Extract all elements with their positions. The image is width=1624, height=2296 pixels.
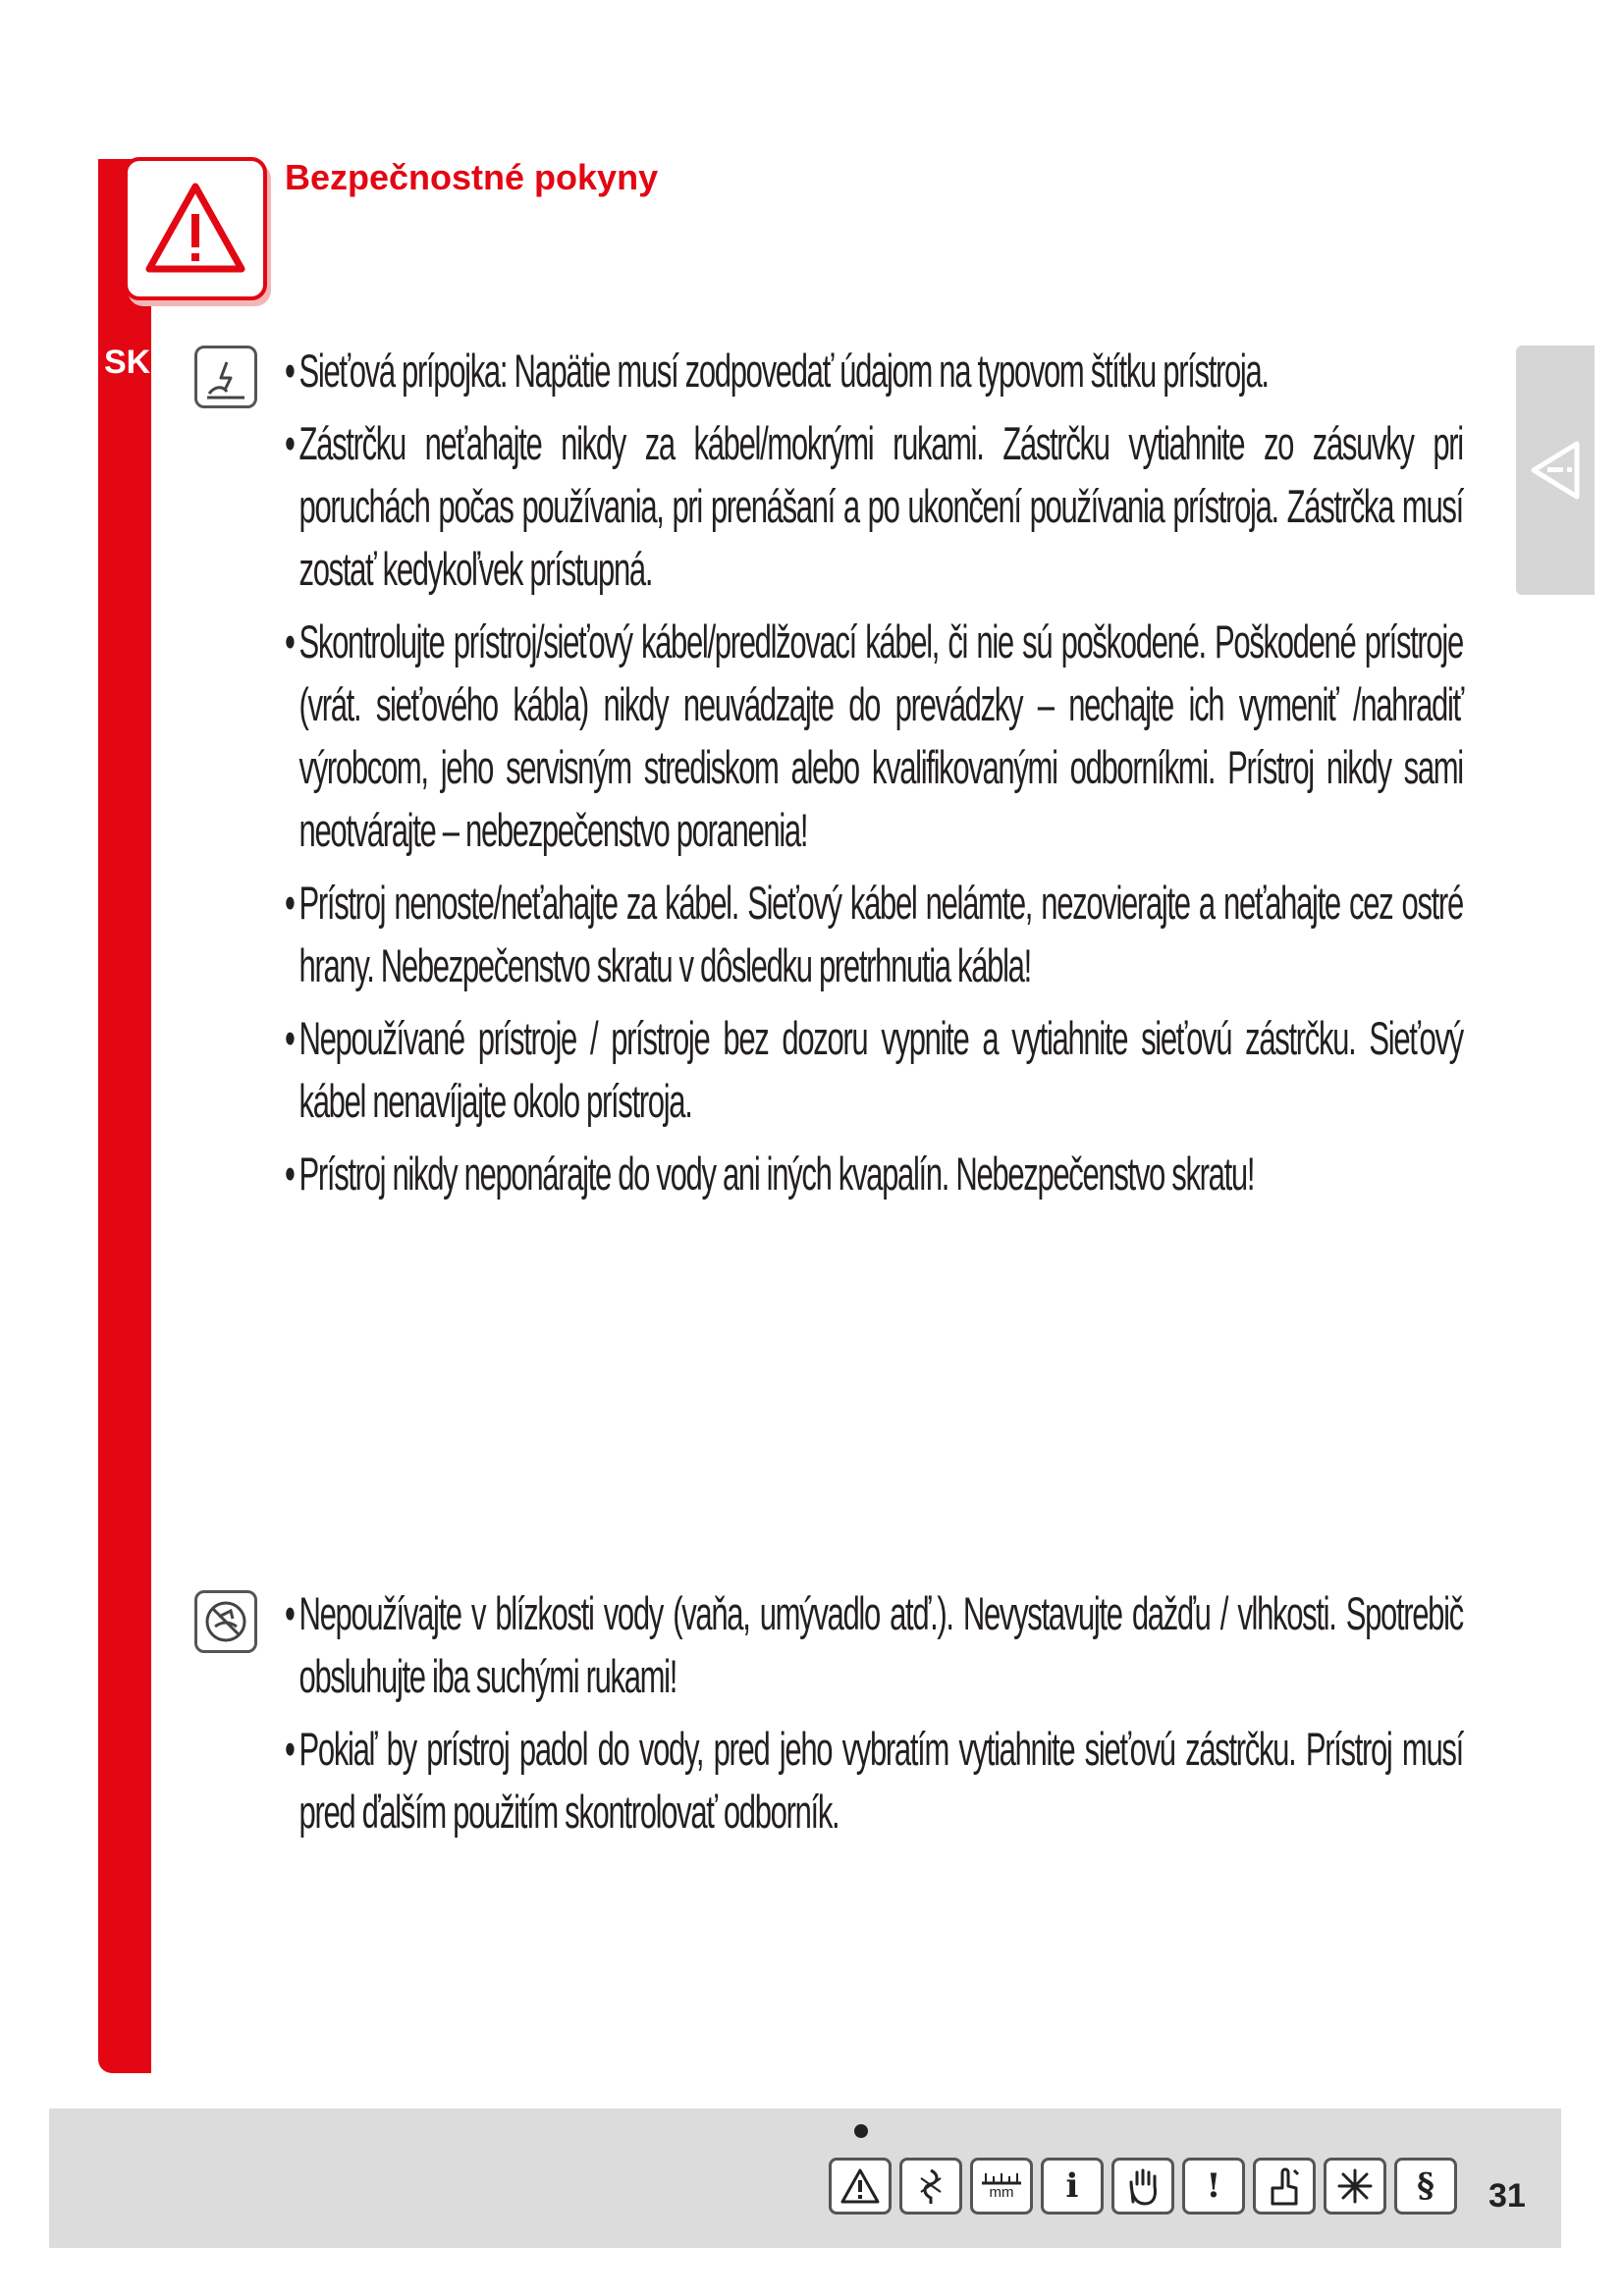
cleaning-hand-icon[interactable] (1253, 2158, 1316, 2215)
language-tab-label: SK (104, 344, 151, 381)
section-electrical-list (285, 340, 1463, 1215)
list-item: • Nepoužívané prístroje / prístroje bez dozoru vypnite a vytiahnite sieťovú zástrčku. Sieťový kábel nenavíjajte okolo prístroja. (285, 1012, 1463, 1127)
safety-warning-badge (124, 157, 267, 300)
list-item: • Prístroj nenoste/neťahajte za kábel. Sieťový kábel nelámte, nezovierajte a neťahajte cez ostré hrany. Nebezpečenstvo skratu v dôsledku pretrhnutia kábla! (285, 877, 1463, 991)
bullet-text: Zástrčku neťahajte nikdy za kábel/mokrými rukami. Zástrčku vytiahnite zo zásuvky pri poruchách počas používania, pri prenášaní a po ukončení používania prístroja. Zástrčka musí zostať kedykoľvek prístupná. (298, 417, 1463, 595)
list-item: • Zástrčku neťahajte nikdy za kábel/mokrými rukami. Zástrčku vytiahnite zo zásuvky pri poruchách počas používania, pri prenášaní a po ukončení používania prístroja. Zástrčka musí zostať kedykoľvek prístupná. (285, 417, 1463, 595)
no-water-icon (194, 1590, 257, 1653)
footer-navigation (49, 2109, 1561, 2248)
electric-plug-icon (194, 346, 257, 408)
list-item: • Skontrolujte prístroj/sieťový kábel/predlžovací kábel, či nie sú poškodené. Poškodené prístroje (vrát. sieťového kábla) nikdy neuvádzajte do prevádzky – nechajte ich vymeniť /nahradiť výrobcom, jeho servisným strediskom alebo kvalifikovanými odborníkmi. Prístroj nikdy sami neotvárajte – nebezpečenstvo poranenia! (285, 615, 1463, 856)
exclamation-icon[interactable] (1182, 2158, 1245, 2215)
section-label: § (1417, 2166, 1435, 2206)
language-sidebar-bar (98, 159, 151, 2073)
device-overview-icon[interactable] (899, 2158, 962, 2215)
page-number: 31 (1489, 2177, 1526, 2215)
legal-section-icon[interactable] (1394, 2158, 1457, 2215)
info-icon[interactable] (1041, 2158, 1104, 2215)
bullet-text: Prístroj nikdy neponárajte do vody ani iných kvapalín. Nebezpečenstvo skratu! (298, 1148, 1255, 1200)
list-item: • Pokiaľ by prístroj padol do vody, pred jeho vybratím vytiahnite sieťovú zástrčku. Prístroj musí pred ďalším použitím skontrolovať odborník. (285, 1723, 1463, 1838)
warning-icon[interactable] (829, 2158, 892, 2215)
info-label: i (1065, 2166, 1079, 2206)
section-water-list (285, 1582, 1463, 1853)
ruler-mm-icon[interactable] (970, 2158, 1033, 2215)
bullet-text: Sieťová prípojka: Napätie musí zodpovedať údajom na typovom štítku prístroja. (298, 345, 1269, 397)
chapter-icon-nav (829, 2158, 1457, 2215)
bullet-text: Skontrolujte prístroj/sieťový kábel/predlžovací kábel, či nie sú poškodené. Poškodené prístroje (vrát. sieťového kábla) nikdy neuvádzajte do prevádzky – nechajte ich vymeniť /nahradiť výrobcom, jeho servisným strediskom alebo kvalifikovanými odborníkmi. Prístroj nikdy sami neotvárajte – nebezpečenstvo poranenia! (298, 615, 1463, 856)
page-title: Bezpečnostné pokyny (285, 157, 659, 197)
bullet-text: Nepoužívané prístroje / prístroje bez dozoru vypnite a vytiahnite sieťovú zástrčku. Sieťový kábel nenavíjajte okolo prístroja. (298, 1012, 1463, 1127)
bullet-text: Prístroj nenoste/neťahajte za kábel. Sieťový kábel nelámte, nezovierajte a neťahajte cez ostré hrany. Nebezpečenstvo skratu v dôsledku pretrhnutia kábla! (298, 877, 1463, 991)
bullet-text: Pokiaľ by prístroj padol do vody, pred jeho vybratím vytiahnite sieťovú zástrčku. Prístroj musí pred ďalším použitím skontrolovať odborník. (298, 1723, 1463, 1838)
list-item: • Sieťová prípojka: Napätie musí zodpovedať údajom na typovom štítku prístroja. (285, 345, 1269, 397)
warning-triangle-icon (139, 173, 251, 285)
side-chapter-tab[interactable] (1516, 346, 1595, 595)
bullet-text: Nepoužívajte v blízkosti vody (vaňa, umývadlo atď.). Nevystavujte dažďu / vlhkosti. Spotrebič obsluhujte iba suchými rukami! (298, 1587, 1463, 1702)
list-item: • Nepoužívajte v blízkosti vody (vaňa, umývadlo atď.). Nevystavujte dažďu / vlhkosti. Spotrebič obsluhujte iba suchými rukami! (285, 1587, 1463, 1702)
mm-label: mm (989, 2184, 1014, 2201)
active-chapter-indicator (854, 2124, 868, 2138)
list-item: • Prístroj nikdy neponárajte do vody ani iných kvapalín. Nebezpečenstvo skratu! (285, 1148, 1255, 1200)
hand-usage-icon[interactable] (1111, 2158, 1174, 2215)
warning-tab-icon (1528, 436, 1583, 505)
exclamation-label: ! (1206, 2166, 1221, 2206)
troubleshooting-icon[interactable] (1324, 2158, 1386, 2215)
